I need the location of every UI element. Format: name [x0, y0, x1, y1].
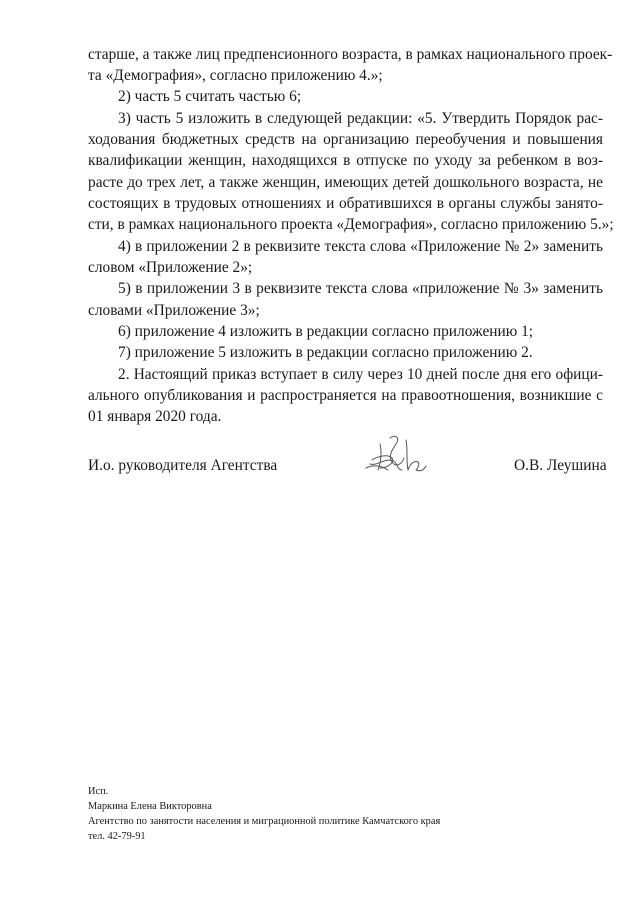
body-line: состоящих в трудовых отношениях и обратившихся в органы службы занято- — [88, 195, 603, 212]
body-line: словами «Приложение 3»; — [88, 302, 260, 319]
body-line: та «Демография», согласно приложению 4.»; — [88, 67, 383, 84]
footer-line: тел. 42-79-91 — [88, 831, 146, 842]
body-line: 01 января 2020 года. — [88, 408, 222, 425]
body-line: ального опубликования и распространяется на правоотношения, возникшие с — [88, 387, 603, 404]
body-line: квалификации женщин, находящихся в отпуске по уходу за ребенком в воз- — [88, 152, 603, 169]
body-line: ходования бюджетных средств на организацию переобучения и повышения — [88, 131, 603, 148]
body-line: 4) в приложении 2 в реквизите текста слова «Приложение № 2» заменить — [118, 238, 603, 255]
footer-line: Агентство по занятости населения и миграционной политике Камчатского края — [88, 816, 441, 827]
body-line: расте до трех лет, а также женщин, имеющих детей дошкольного возраста, не — [88, 174, 603, 191]
body-line: сти, в рамках национального проекта «Демография», согласно приложению 5.»; — [88, 216, 614, 233]
footer-line: Маркина Елена Викторовна — [88, 801, 212, 812]
handwritten-signature — [362, 430, 428, 478]
footer-line: Исп. — [88, 786, 109, 797]
body-line: 3) часть 5 изложить в следующей редакции: «5. Утвердить Порядок рас- — [118, 110, 603, 127]
signatory-name: О.В. Леушина — [514, 457, 607, 474]
body-line: 2. Настоящий приказ вступает в силу через 10 дней после дня его офици- — [118, 366, 603, 383]
signatory-position: И.о. руководителя Агентства — [88, 457, 278, 474]
body-line: 5) в приложении 3 в реквизите текста слова «приложение № 3» заменить — [118, 280, 603, 297]
body-line: 6) приложение 4 изложить в редакции согласно приложению 1; — [118, 323, 534, 340]
body-line: старше, а также лиц предпенсионного возраста, в рамках национального проек- — [88, 46, 613, 63]
body-line: 2) часть 5 считать частью 6; — [118, 88, 302, 105]
body-line: словом «Приложение 2»; — [88, 259, 253, 276]
body-line: 7) приложение 5 изложить в редакции согласно приложению 2. — [118, 344, 533, 361]
